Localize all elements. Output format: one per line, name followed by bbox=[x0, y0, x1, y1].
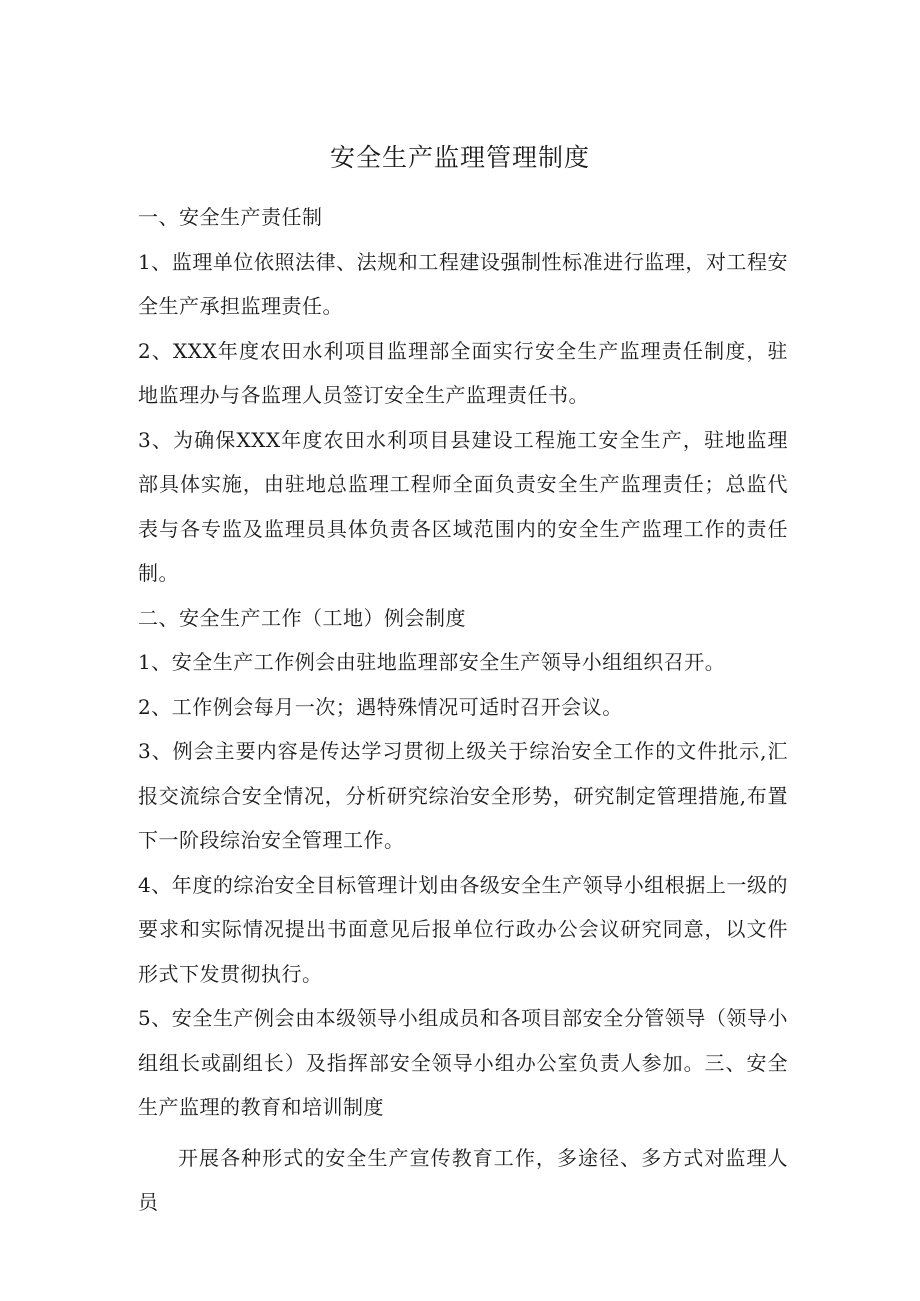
section-heading-2: 二、安全生产工作（工地）例会制度 bbox=[138, 605, 466, 630]
section-heading-1: 一、安全生产责任制 bbox=[138, 205, 323, 229]
paragraph: 3、例会主要内容是传达学习贯彻上级关于综治安全工作的文件批示,汇报交流综合安全情况，分析研究综治安全形势，研究制定管理措施,布置下一阶段综治安全管理工作。 bbox=[138, 739, 788, 852]
document-title: 安全生产监理管理制度 bbox=[329, 143, 590, 172]
paragraph: 5、安全生产例会由本级领导小组成员和各项目部安全分管领导（领导小组组长或副组长）及指挥部安全领导小组办公室负责人参加。三、安全生产监理的教育和培训制度 bbox=[138, 1006, 788, 1119]
paragraph: 1、安全生产工作例会由驻地监理部安全生产领导小组组织召开。 bbox=[138, 650, 726, 674]
paragraph: 2、工作例会每月一次；遇特殊情况可适时召开会议。 bbox=[138, 694, 623, 719]
document-body bbox=[138, 195, 788, 1225]
paragraph: 2、XXX年度农田水利项目监理部全面实行安全生产监理责任制度，驻地监理办与各监理人员签订安全生产监理责任书。 bbox=[138, 338, 788, 407]
paragraph: 3、为确保XXX年度农田水利项目县建设工程施工安全生产，驻地监理部具体实施，由驻地总监理工程师全面负责安全生产监理责任；总监代表与各专监及监理员具体负责各区域范围内的安全生产监理工作的责任制。 bbox=[138, 427, 788, 585]
paragraph-indented: 开展各种形式的安全生产宣传教育工作，多途径、多方式对监理人员 bbox=[138, 1145, 788, 1214]
paragraph: 1、监理单位依照法律、法规和工程建设强制性标准进行监理，对工程安全生产承担监理责任。 bbox=[138, 249, 788, 318]
paragraph: 4、年度的综治安全目标管理计划由各级安全生产领导小组根据上一级的要求和实际情况提出书面意见后报单位行政办公会议研究同意，以文件形式下发贯彻执行。 bbox=[138, 872, 788, 986]
